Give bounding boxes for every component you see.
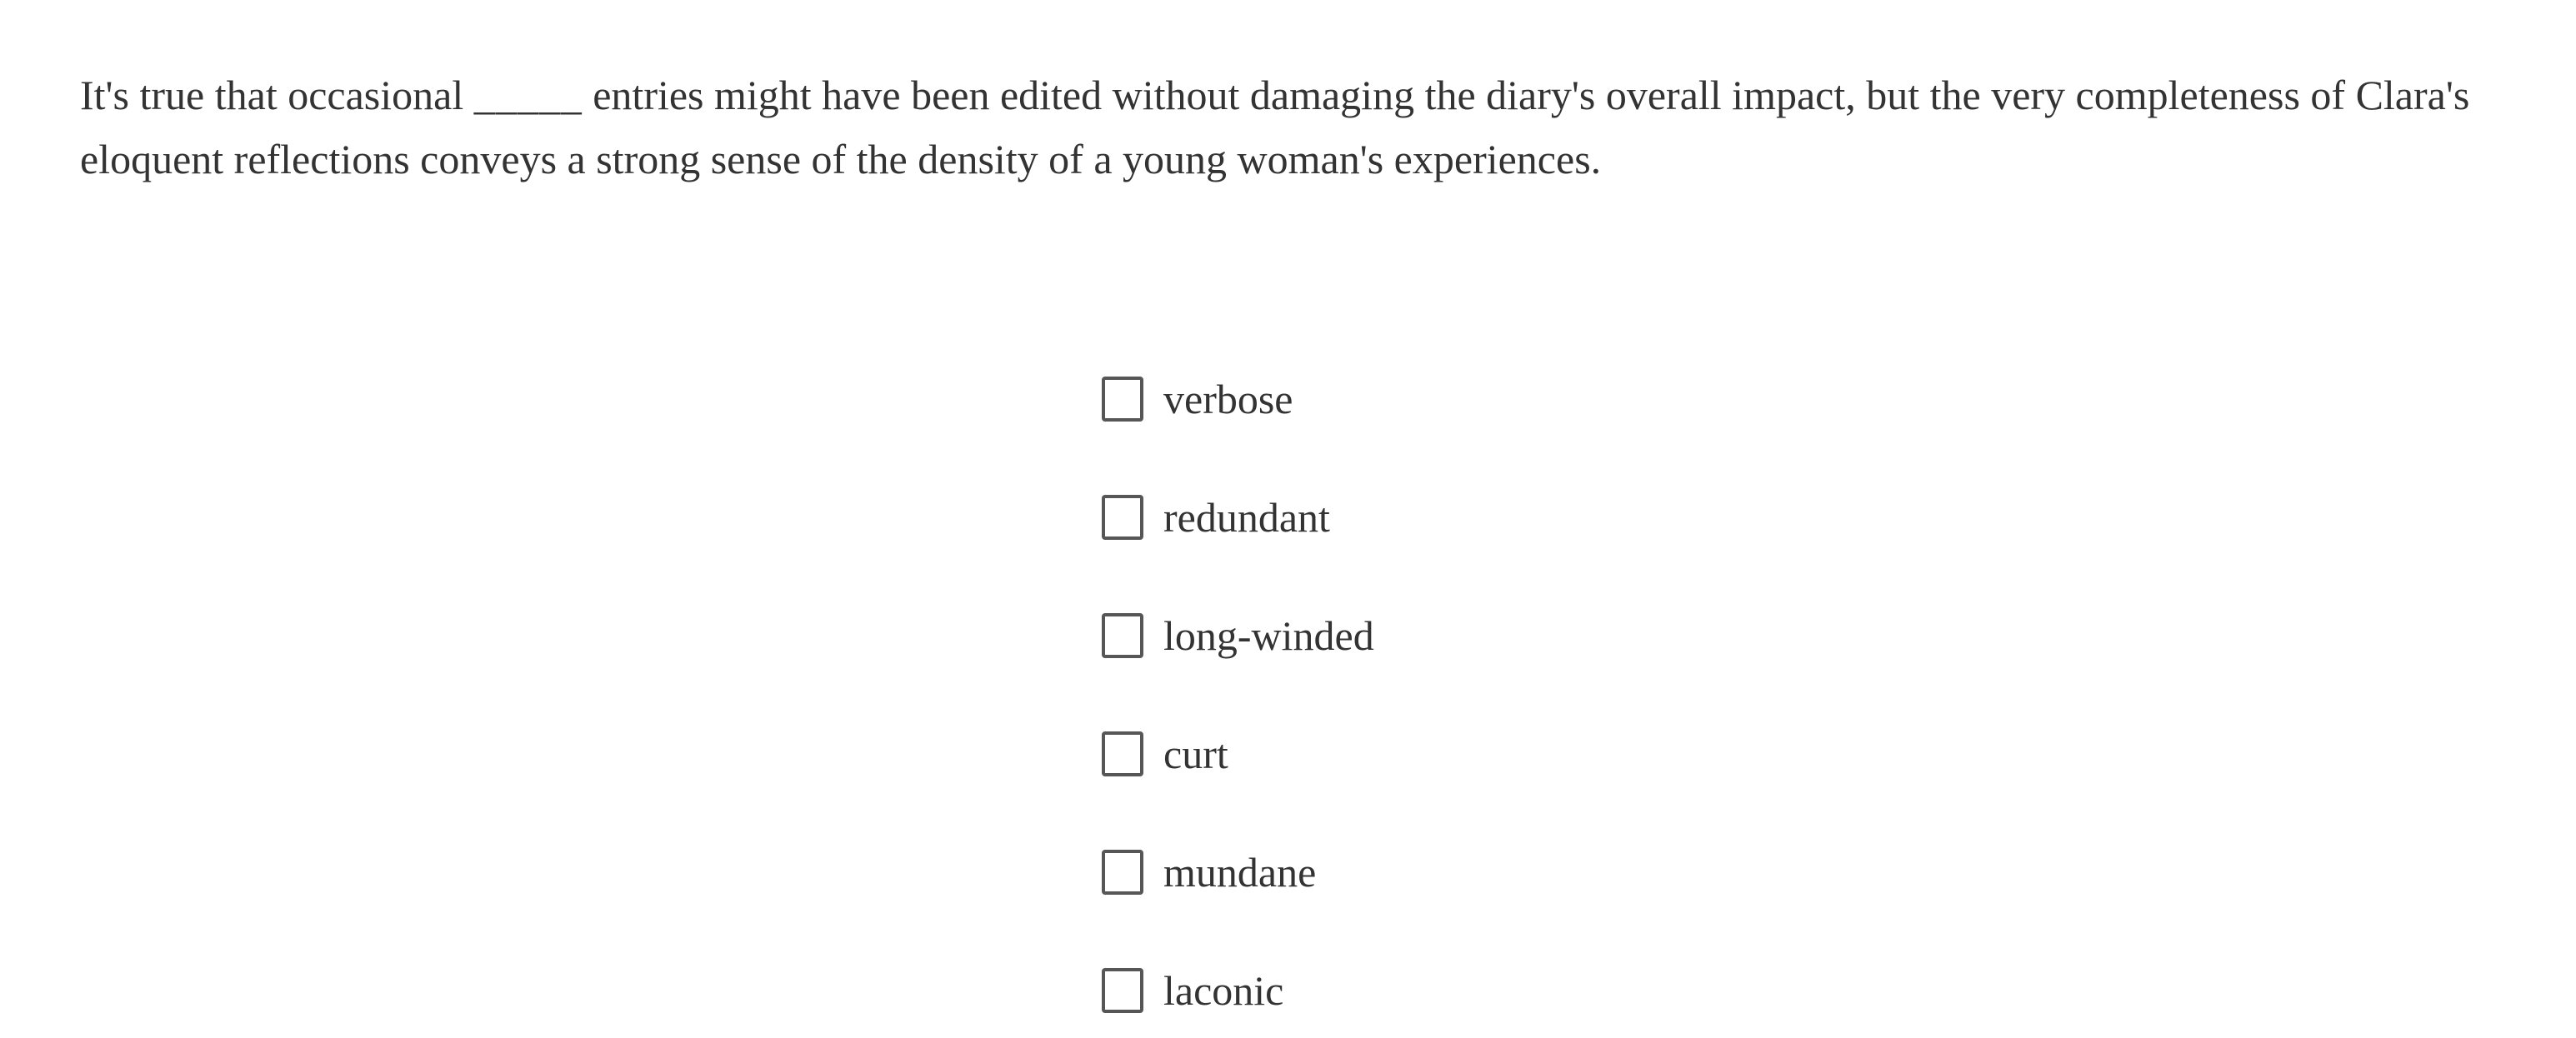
option-label: laconic	[1163, 967, 1284, 1014]
option-label: verbose	[1163, 376, 1293, 422]
checkbox[interactable]	[1102, 731, 1143, 776]
question-text-after-blank: entries might have been edited without damaging the diary's overall impact, but the very completeness of Clara's eloquent reflections conveys a strong sense of the density of a young woman's experiences.	[80, 72, 2470, 182]
option-row[interactable]	[1102, 850, 1374, 895]
checkbox[interactable]	[1102, 613, 1143, 658]
blank-field: _____	[473, 72, 583, 118]
option-row[interactable]	[1102, 377, 1374, 422]
question-text-before-blank: It's true that occasional	[80, 72, 474, 118]
question-text	[80, 63, 2472, 192]
checkbox[interactable]	[1102, 850, 1143, 895]
option-row[interactable]	[1102, 613, 1374, 658]
option-row[interactable]	[1102, 731, 1374, 776]
option-row[interactable]	[1102, 968, 1374, 1013]
checkbox[interactable]	[1102, 377, 1143, 422]
option-label: mundane	[1163, 849, 1317, 896]
options-list	[1102, 377, 1374, 1013]
option-label: curt	[1163, 731, 1228, 777]
checkbox[interactable]	[1102, 495, 1143, 540]
checkbox[interactable]	[1102, 968, 1143, 1013]
option-row[interactable]	[1102, 495, 1374, 540]
option-label: long-winded	[1163, 612, 1374, 659]
option-label: redundant	[1163, 494, 1330, 541]
